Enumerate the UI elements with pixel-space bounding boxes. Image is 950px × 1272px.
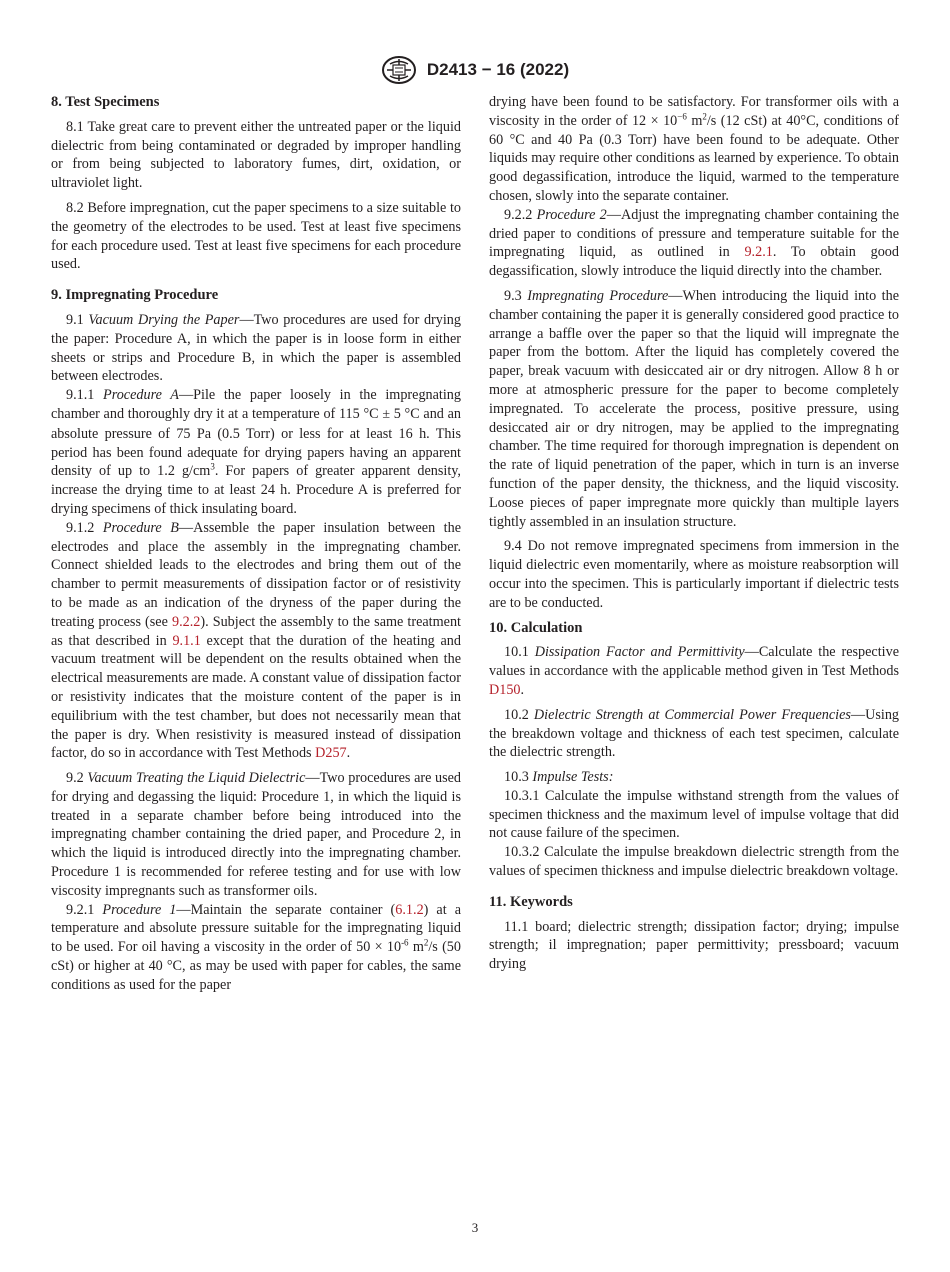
paragraph-10-2 [489, 706, 899, 762]
clause-title: Procedure A [103, 387, 179, 404]
clause-title: Vacuum Treating the Liquid Dielectric [87, 770, 306, 787]
page-header [0, 55, 950, 85]
superscript: 2 [702, 111, 707, 122]
clause-text: m [686, 112, 703, 129]
section-heading-keywords: 11. Keywords [489, 893, 573, 910]
section-heading-test-specimens: 8. Test Specimens [51, 94, 160, 110]
paragraph-10-3-2: 10.3.2 Calculate the impulse breakdown dielectric strength from the values of specimen thickness and impulse dielectric breakdown voltage. [489, 844, 899, 880]
clause-number: 10.3 [504, 769, 529, 786]
paragraph-8-1: 8.1 Take great care to prevent either the untreated paper or the liquid dielectric from being contaminated or degraded by improper handling or from being subjected to laboratory fumes, dirt, oxidation, or ultraviolet light. [51, 118, 461, 192]
cross-reference-link[interactable]: 6.1.2 [395, 901, 424, 918]
superscript: 3 [210, 461, 215, 472]
paragraph-10-3 [489, 768, 899, 787]
paragraph-8-2: 8.2 Before impregnation, cut the paper specimens to a size suitable to the geometry of the electrodes to be used. Test at least five specimens for each procedure used. Test at least five specimens for each procedure used. [51, 199, 461, 273]
section-heading-impregnating-procedure: 9. Impregnating Procedure [51, 287, 219, 304]
left-column [51, 93, 461, 995]
clause-text: except that the duration of the heating and vacuum treatment will be dependent on the results obtained when the electrical measurements are made. A constant value of dissipation factor or resistivity indicates that the moisture content of the paper is in equilibrium with the test chamber, but does not necessarily mean that the paper is dry. When resistivity is measured instead of dissipation factor, do so in accordance with Test Methods [51, 632, 461, 762]
paragraph-11-1: 11.1 board; dielectric strength; dissipation factor; drying; impulse strength; il impregnation; paper permittivity; pressboard; vacuum drying [489, 918, 899, 973]
clause-text: —Adjust the impregnating chamber containing the dried paper to conditions of pressure and temperature suitable for the impregnating liquid, as outlined in [489, 206, 899, 261]
cross-reference-link[interactable]: 9.2.2 [171, 613, 201, 630]
standard-reference-link[interactable]: D150 [489, 681, 521, 698]
clause-title: Procedure 2 [536, 206, 607, 223]
clause-number: 9.1.2 [66, 519, 95, 536]
superscript: −6 [677, 111, 687, 122]
superscript: -6 [401, 937, 409, 948]
clause-number: 9.2.1 [66, 901, 95, 918]
clause-number: 9.2.2 [504, 206, 533, 223]
clause-text: —Maintain the separate container ( [176, 901, 396, 918]
paragraph-9-2-2 [489, 206, 899, 281]
clause-number: 10.2 [504, 706, 529, 723]
clause-text: . To obtain good degassification, slowly introduce the liquid directly into the chamber. [489, 244, 899, 280]
clause-number: 9.2 [66, 770, 84, 787]
plus-minus-symbol: ± [382, 406, 391, 422]
clause-text: —Two procedures are used for drying and degassing the liquid: Procedure 1, in which the liquid is treated in a separate chamber before being introduced into the impregnating chamber containing the dried paper, and Procedure 2, in which the liquid is introduced directly into the impregnating chamber. Procedure 1 is recommended for referee testing and for use with low viscosity impregnants such as transformer oils. [51, 770, 462, 899]
clause-text: m [408, 939, 424, 956]
clause-title: Dissipation Factor and Permittivity [534, 644, 745, 661]
clause-text: . [520, 681, 525, 698]
clause-title: Dielectric Strength at Commercial Power Frequencies [533, 706, 851, 723]
paragraph-9-2-1-continued [489, 93, 899, 206]
clause-text: ) at a temperature and absolute pressure suitable for the impregnating liquid to be used. For oil having a viscosity in the order of 50 × 10 [51, 901, 462, 956]
clause-text: ). Subject the assembly to the same treatment as that described in [51, 613, 461, 649]
page-number: 3 [471, 1220, 479, 1235]
paragraph-9-1 [51, 311, 461, 386]
astm-logo-icon [381, 55, 417, 85]
paragraph-9-2 [51, 769, 461, 901]
clause-title: Vacuum Drying the Paper [88, 311, 240, 328]
clause-text: . [346, 745, 351, 762]
paragraph-9-3 [489, 287, 899, 531]
clause-text: —Calculate the respective values in accordance with the applicable method given in Test Methods [489, 644, 899, 680]
cross-reference-link[interactable]: 9.2.1 [744, 244, 773, 261]
clause-text: —Pile the paper loosely in the impregnating chamber and thoroughly dry it at a temperature of 115 °C [51, 387, 461, 422]
paragraph-9-1-1 [51, 386, 461, 519]
paragraph-10-1 [489, 643, 899, 699]
clause-text: /s (50 cSt) or higher at 40 °C, as may be used with paper for cables, the same conditions as used for the paper [51, 939, 461, 993]
clause-number: 9.1.1 [66, 387, 95, 404]
clause-number: 9.1 [66, 311, 84, 328]
superscript: 2 [423, 937, 429, 948]
clause-number: 9.3 [504, 287, 522, 304]
paragraph-9-4: 9.4 Do not remove impregnated specimens from immersion in the liquid dielectric even momentarily, where as moisture reabsorption will occur into the specimen. This is particularly important if dielectric tests are to be conducted. [489, 538, 899, 611]
paragraph-9-1-2 [51, 519, 461, 763]
paragraph-10-3-1: 10.3.1 Calculate the impulse withstand strength from the values of specimen thickness and the maximum level of impulse voltage that did not cause failure of the specimen. [489, 787, 899, 842]
standard-reference-link[interactable]: D257 [315, 745, 347, 762]
clause-title: Procedure 1 [102, 901, 177, 918]
document-designation: D2413 − 16 (2022) [426, 60, 570, 79]
cross-reference-link[interactable]: 9.1.1 [172, 632, 201, 649]
clause-title: Procedure B [102, 519, 179, 536]
clause-text: —Using the breakdown voltage and thickness of each test specimen, calculate the dielectric strength. [489, 706, 900, 761]
clause-text: drying have been found to be satisfactory. For transformer oils with a viscosity in the order of 12 × 10 [489, 94, 899, 129]
clause-number: 10.1 [504, 644, 529, 661]
clause-text: /s (12 cSt) at 40°C, conditions of 60 °C and 40 Pa (0.3 Torr) have been found to be adequate. Other liquids may require other conditions as learned by experience. To obtain good degassification, introduce the liquid, warmed to the temperature chosen, slowly into the separate container. [489, 112, 899, 204]
clause-text: 5 °C and an absolute pressure of 75 Pa (0.5 Torr) or less for at least 16 h. This period has been found adequate for drying papers having an apparent density of up to 1.2 g/cm [51, 405, 462, 480]
clause-title: Impulse Tests: [532, 769, 614, 786]
clause-text: . For papers of greater apparent density, increase the drying time to at least 24 h. Procedure A is preferred for drying specimens of thick insulating board. [51, 463, 461, 517]
clause-text: —Assemble the paper insulation between the electrodes and place the assembly in the impregnating chamber. Connect shielded leads to the electrodes and bring them out of the chamber to permit measurements of dissipation factor or of resistivity to be made as an indication of the dryness of the paper during the treating process (see [51, 519, 462, 630]
clause-text: —Two procedures are used for drying the paper: Procedure A, in which the paper is in loose form in either sheets or strips and Procedure B, in which the paper is assembled between electrodes. [51, 311, 461, 385]
section-heading-calculation: 10. Calculation [489, 619, 583, 636]
paragraph-9-2-1 [51, 901, 461, 995]
clause-title: Impregnating Procedure [527, 287, 669, 304]
clause-text: —When introducing the liquid into the chamber containing the paper it is generally considered good practice to arrange a baffle over the paper so that the liquid will impregnate the paper from the bottom. After the liquid has completely covered the paper, break vacuum with desiccated air or dry nitrogen. Allow 8 h or more at atmospheric pressure for the paper to become completely impregnated. To accelerate the process, positive pressure, using desiccated air or dry nitrogen, may be applied to the impregnating chamber. The time required for thorough impregnation is dependent on the rate of liquid penetration of the paper, which in turn is an inverse function of the paper density, the thickness, and the liquid viscosity. Loose pieces of paper impregnate more quickly than multiple layers tightly assembled in an insulation structure. [489, 287, 899, 530]
right-column [489, 93, 899, 980]
